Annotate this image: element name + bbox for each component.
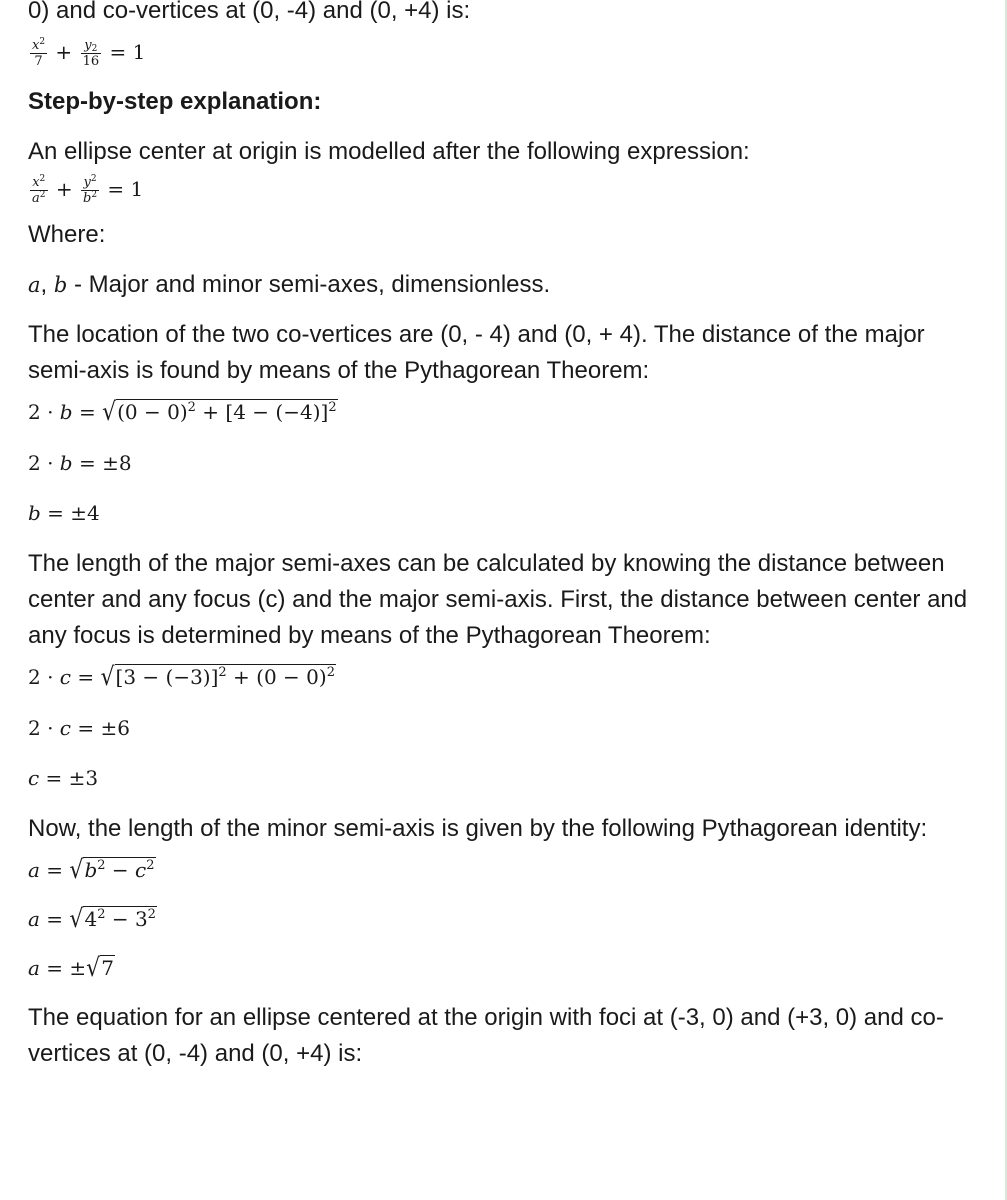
intro-continuation: 0) and co-vertices at (0, -4) and (0, +4) is: (28, 0, 471, 24)
major-axis-paragraph: The length of the major semi-axes can be calculated by knowing the distance between center and any focus (c) and the major semi-axis. First, the distance between center and any focus is determined by means of the Pythagorean Theorem: (28, 550, 968, 649)
section-heading: Step-by-step explanation: (28, 88, 322, 115)
where-label: Where: (28, 221, 106, 248)
answer-content (28, 0, 978, 1072)
equation-a-sqrt-bc: $a = √b^2 - c^2$ (28, 856, 155, 885)
ellipse-expression-text: An ellipse center at origin is modelled after the following expression: (28, 138, 750, 165)
equation-2b: 2 · b = ±8 (28, 451, 132, 475)
minor-axis-paragraph: Now, the length of the minor semi-axis is given by the following Pythagorean identity: (28, 815, 928, 842)
equation-2b-sqrt: $2 \cdot b = √(0 - 0)^2 + [4 - (-4)]^2$ (28, 398, 337, 427)
equation-b: b = ±4 (28, 501, 100, 525)
equation-2c: 2 · c = ±6 (28, 716, 130, 740)
equation-a-result: a = ±√7 (28, 954, 114, 983)
general-ellipse-equation: $\frac{x^2}{a^2}$ + $\frac{y^2}{b^2}$ = 1 (32, 174, 144, 206)
final-paragraph: The equation for an ellipse centered at the origin with foci at (-3, 0) and (+3, 0) and co-vertices at (0, -4) and (0, +4) is: (28, 1004, 944, 1067)
equation-a-sqrt-numbers: $a = √4^2 - 3^2$ (28, 905, 156, 934)
result-equation: $\frac{x^2}{7}$ + $\frac{y_2}{16}$ = 1 (32, 37, 146, 69)
equation-2c-sqrt: $2 \cdot c = √[3 - (-3)]^2 + (0 - 0)^2$ (28, 663, 335, 692)
ab-description-text: - Major and minor semi-axes, dimensionless. (67, 271, 551, 298)
covertices-paragraph: The location of the two co-vertices are (0, - 4) and (0, + 4). The distance of the major semi-axis is found by means of the Pythagorean Theorem: (28, 321, 925, 384)
equation-c: c = ±3 (28, 766, 99, 790)
ab-description: a, b - Major and minor semi-axes, dimensionless. (28, 271, 551, 298)
